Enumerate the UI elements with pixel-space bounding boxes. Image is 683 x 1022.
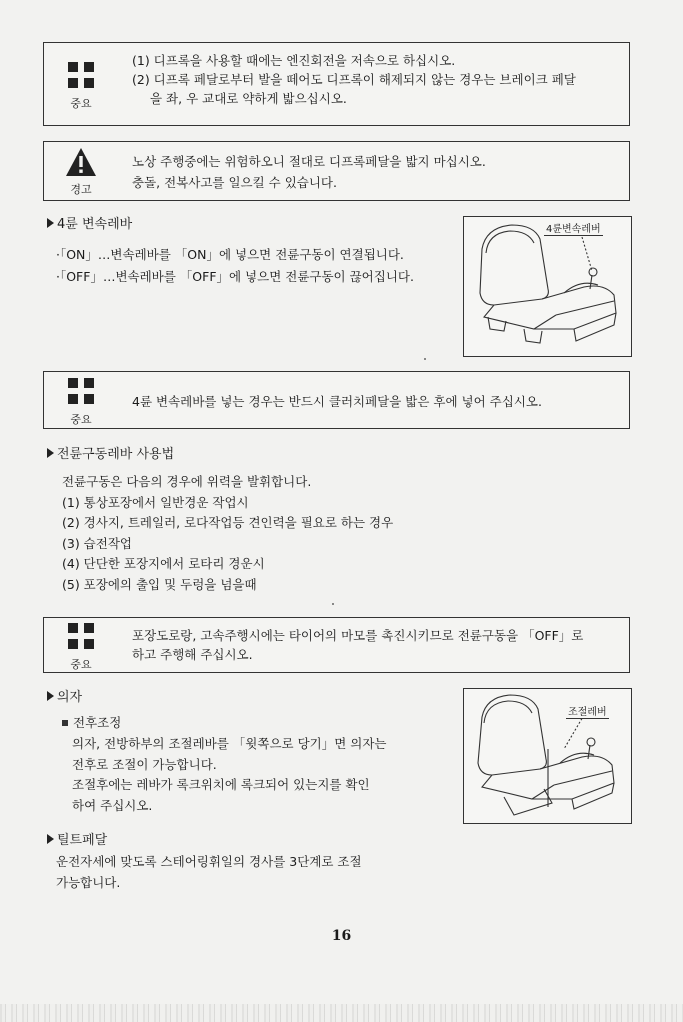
text-line: 충돌, 전복사고를 일으킬 수 있습니다.	[132, 175, 337, 190]
text-line: 을 좌, 우 교대로 약하게 밟으십시오.	[150, 91, 347, 106]
triangle-bullet-icon	[47, 691, 54, 701]
list-item: (1) 통상포장에서 일반경운 작업시	[62, 494, 249, 510]
scan-speck	[332, 603, 334, 605]
text-line: 가능합니다.	[56, 874, 121, 890]
subsection-title: 전후조정	[73, 715, 122, 730]
seat-subtitle	[62, 713, 121, 734]
warning-notice-box	[43, 141, 630, 201]
section1-body	[56, 244, 414, 288]
text-line: ·「OFF」…변속레바를 「OFF」에 넣으면 전륜구동이 끊어집니다.	[56, 269, 414, 284]
section-header-seat	[47, 686, 82, 705]
important-text-3	[132, 626, 619, 664]
important-square-icon	[67, 61, 95, 89]
warning-triangle-icon	[65, 147, 97, 177]
text-line: (1) 디프록을 사용할 때에는 엔진회전을 저속으로 하십시오.	[132, 53, 456, 68]
list-item: (3) 습전작업	[62, 535, 132, 551]
text-line: 하고 주행해 주십시오.	[132, 647, 253, 662]
important-caption: 중요	[70, 658, 92, 671]
text-line: 운전자세에 맞도록 스테어링휘일의 경사를 3단계로 조절	[56, 854, 362, 869]
section-header-front-drive	[47, 443, 174, 462]
text-line: 의자, 전방하부의 조절레바를 「윗쪽으로 당기」면 의자는	[72, 736, 387, 751]
important-notice-box-1	[43, 42, 630, 126]
important-square-icon	[67, 377, 95, 405]
figure-label-seat-lever: 조절레버	[566, 703, 609, 719]
section4-body	[56, 852, 362, 893]
section-header-4wd-lever	[47, 213, 132, 232]
important-icon-group	[56, 377, 106, 427]
figure-4wd-lever	[463, 216, 632, 357]
scan-speck	[424, 358, 426, 360]
important-caption: 중요	[70, 413, 92, 426]
text-line: 포장도로랑, 고속주행시에는 타이어의 마모를 촉진시키므로 전륜구동을 「OFF」로	[132, 628, 584, 643]
text-line: 노상 주행중에는 위험하오니 절대로 디프록페달을 밟지 마십시오.	[132, 154, 486, 169]
text-line: 하여 주십시오.	[72, 797, 153, 813]
triangle-bullet-icon	[47, 448, 54, 458]
list-item: (5) 포장에의 출입 및 두렁을 넘을때	[62, 576, 257, 592]
warning-icon-group	[56, 147, 106, 197]
list-item: (2) 경사지, 트레일러, 로다작업등 견인력을 필요로 하는 경우	[62, 515, 394, 530]
section-title: 의자	[57, 690, 83, 705]
triangle-bullet-icon	[47, 218, 54, 228]
important-icon-group	[56, 61, 106, 111]
text-line: ·「ON」…변속레바를 「ON」에 넣으면 전륜구동이 연결됩니다.	[56, 247, 404, 262]
triangle-bullet-icon	[47, 834, 54, 844]
seat-lever-illustration	[464, 217, 631, 356]
section-title: 전륜구동레바 사용법	[57, 447, 175, 462]
scan-artifact-strip	[0, 1004, 683, 1022]
section-title: 4륜 변속레바	[57, 217, 133, 232]
important-caption: 중요	[70, 97, 92, 110]
important-notice-box-3	[43, 617, 630, 673]
figure-label-4wd-lever: 4륜변속레버	[544, 220, 603, 236]
square-bullet-icon	[62, 720, 68, 726]
text-line: 4륜 변속레바를 넣는 경우는 반드시 클러치페달을 밟은 후에 넣어 주십시오.	[132, 394, 542, 409]
section3-body	[72, 734, 387, 816]
section-title: 틸트페달	[57, 833, 108, 848]
figure-seat-adjust-lever	[463, 688, 632, 824]
important-icon-group	[56, 622, 106, 672]
important-text-1	[132, 51, 619, 108]
text-line: 전륜구동은 다음의 경우에 위력을 발휘합니다.	[62, 474, 312, 489]
list-item: (4) 단단한 포장지에서 로타리 경운시	[62, 556, 265, 571]
text-line: 전후로 조절이 가능합니다.	[72, 756, 217, 772]
important-square-icon	[67, 622, 95, 650]
warning-text	[132, 151, 619, 193]
section2-body	[62, 472, 393, 595]
text-line: 조절후에는 레바가 록크위치에 록크되어 있는지를 확인	[72, 777, 370, 792]
important-text-2	[132, 392, 619, 411]
section-header-tilt-pedal	[47, 829, 107, 848]
important-notice-box-2	[43, 371, 630, 429]
text-line: (2) 디프록 페달로부터 발을 떼어도 디프록이 해제되지 않는 경우는 브레이크 페달	[132, 72, 576, 87]
page-number: 16	[331, 928, 352, 944]
warning-caption: 경고	[70, 183, 92, 196]
